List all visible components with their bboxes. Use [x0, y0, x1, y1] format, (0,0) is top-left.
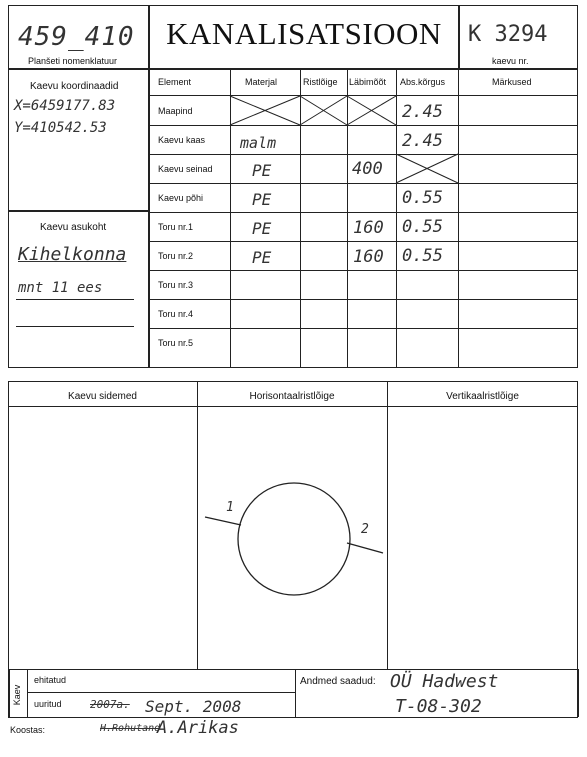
- coords-label: Kaevu koordinaadid: [30, 81, 119, 92]
- divider: [295, 669, 296, 717]
- well-number-value: K 3294: [468, 22, 548, 47]
- divider: [8, 717, 578, 718]
- divider: [8, 669, 10, 717]
- divider: [577, 669, 579, 717]
- koostas-value: A.Arikas: [157, 718, 239, 738]
- cell-materjal: PE: [252, 248, 272, 267]
- divider: [27, 692, 295, 693]
- row-element: Toru nr.4: [158, 309, 194, 319]
- horizontal-cross-section: [197, 407, 387, 670]
- row-element: Maapind: [158, 106, 193, 116]
- uuritud-struck: 2007a.: [90, 698, 130, 711]
- cell-materjal: PE: [252, 219, 272, 238]
- location-line1: Kihelkonna: [18, 244, 127, 265]
- drawing-col3-header: Vertikaalristlõige: [446, 391, 519, 402]
- coord-y: Y=410542.53: [14, 120, 107, 136]
- pipe1-label: 1: [226, 500, 234, 515]
- andmed-value2: T-08-302: [395, 696, 482, 717]
- drawing-col1-header: Kaevu sidemed: [68, 391, 137, 402]
- page-title: KANALISATSIOON: [166, 16, 442, 51]
- row-element: Kaevu seinad: [158, 164, 213, 174]
- row-element: Toru nr.2: [158, 251, 194, 261]
- cell-abs: 2.45: [402, 102, 443, 122]
- col-header-labimoot: Läbimõõt: [349, 77, 387, 87]
- drawing-col2-header: Horisontaalristlõige: [249, 391, 335, 402]
- uuritud-label: uuritud: [34, 699, 62, 709]
- col-header-element: Element: [158, 77, 192, 87]
- kaev-label: Kaev: [12, 684, 22, 706]
- nomenclature-label: Planšeti nomenklatuur: [28, 56, 118, 66]
- row-element: Toru nr.5: [158, 338, 194, 348]
- coord-x: X=6459177.83: [14, 98, 116, 114]
- cell-abs: 0.55: [402, 246, 443, 266]
- pipe-1: [205, 517, 241, 525]
- cell-abs: 0.55: [402, 217, 443, 237]
- andmed-label: Andmed saadud:: [300, 676, 376, 687]
- location-label: Kaevu asukoht: [40, 222, 107, 233]
- koostas-struck: H.Rohutand: [100, 723, 161, 734]
- ehitatud-label: ehitatud: [34, 675, 67, 685]
- crossed-cells: [0, 0, 587, 370]
- andmed-value1: OÜ Hadwest: [390, 671, 499, 692]
- pipe2-label: 2: [361, 522, 369, 537]
- cell-materjal: PE: [252, 190, 272, 209]
- nomenclature-value: 459_410: [18, 22, 135, 52]
- uuritud-value: Sept. 2008: [145, 697, 242, 716]
- cell-labimoot: 160: [353, 247, 384, 267]
- col-header-markused: Märkused: [492, 77, 532, 87]
- location-line2: mnt 11 ees: [18, 280, 103, 296]
- divider: [387, 381, 388, 670]
- pipe-2: [347, 543, 383, 553]
- well-circle: [238, 483, 350, 595]
- cell-labimoot: 160: [353, 218, 384, 238]
- row-element: Kaevu põhi: [158, 193, 204, 203]
- col-header-ristloige: Ristlõige: [303, 77, 338, 87]
- cell-labimoot: 400: [352, 159, 383, 179]
- cell-abs: 0.55: [402, 188, 443, 208]
- col-header-materjal: Materjal: [245, 77, 278, 87]
- row-element: Kaevu kaas: [158, 135, 206, 145]
- cell-materjal: PE: [252, 161, 272, 180]
- divider: [27, 669, 28, 717]
- cell-abs: 2.45: [402, 131, 443, 151]
- cell-materjal: malm: [240, 134, 277, 152]
- col-header-abs: Abs.kõrgus: [400, 77, 446, 87]
- row-element: Toru nr.3: [158, 280, 194, 290]
- row-element: Toru nr.1: [158, 222, 194, 232]
- koostas-label: Koostas:: [10, 725, 46, 735]
- well-number-label: kaevu nr.: [492, 56, 529, 66]
